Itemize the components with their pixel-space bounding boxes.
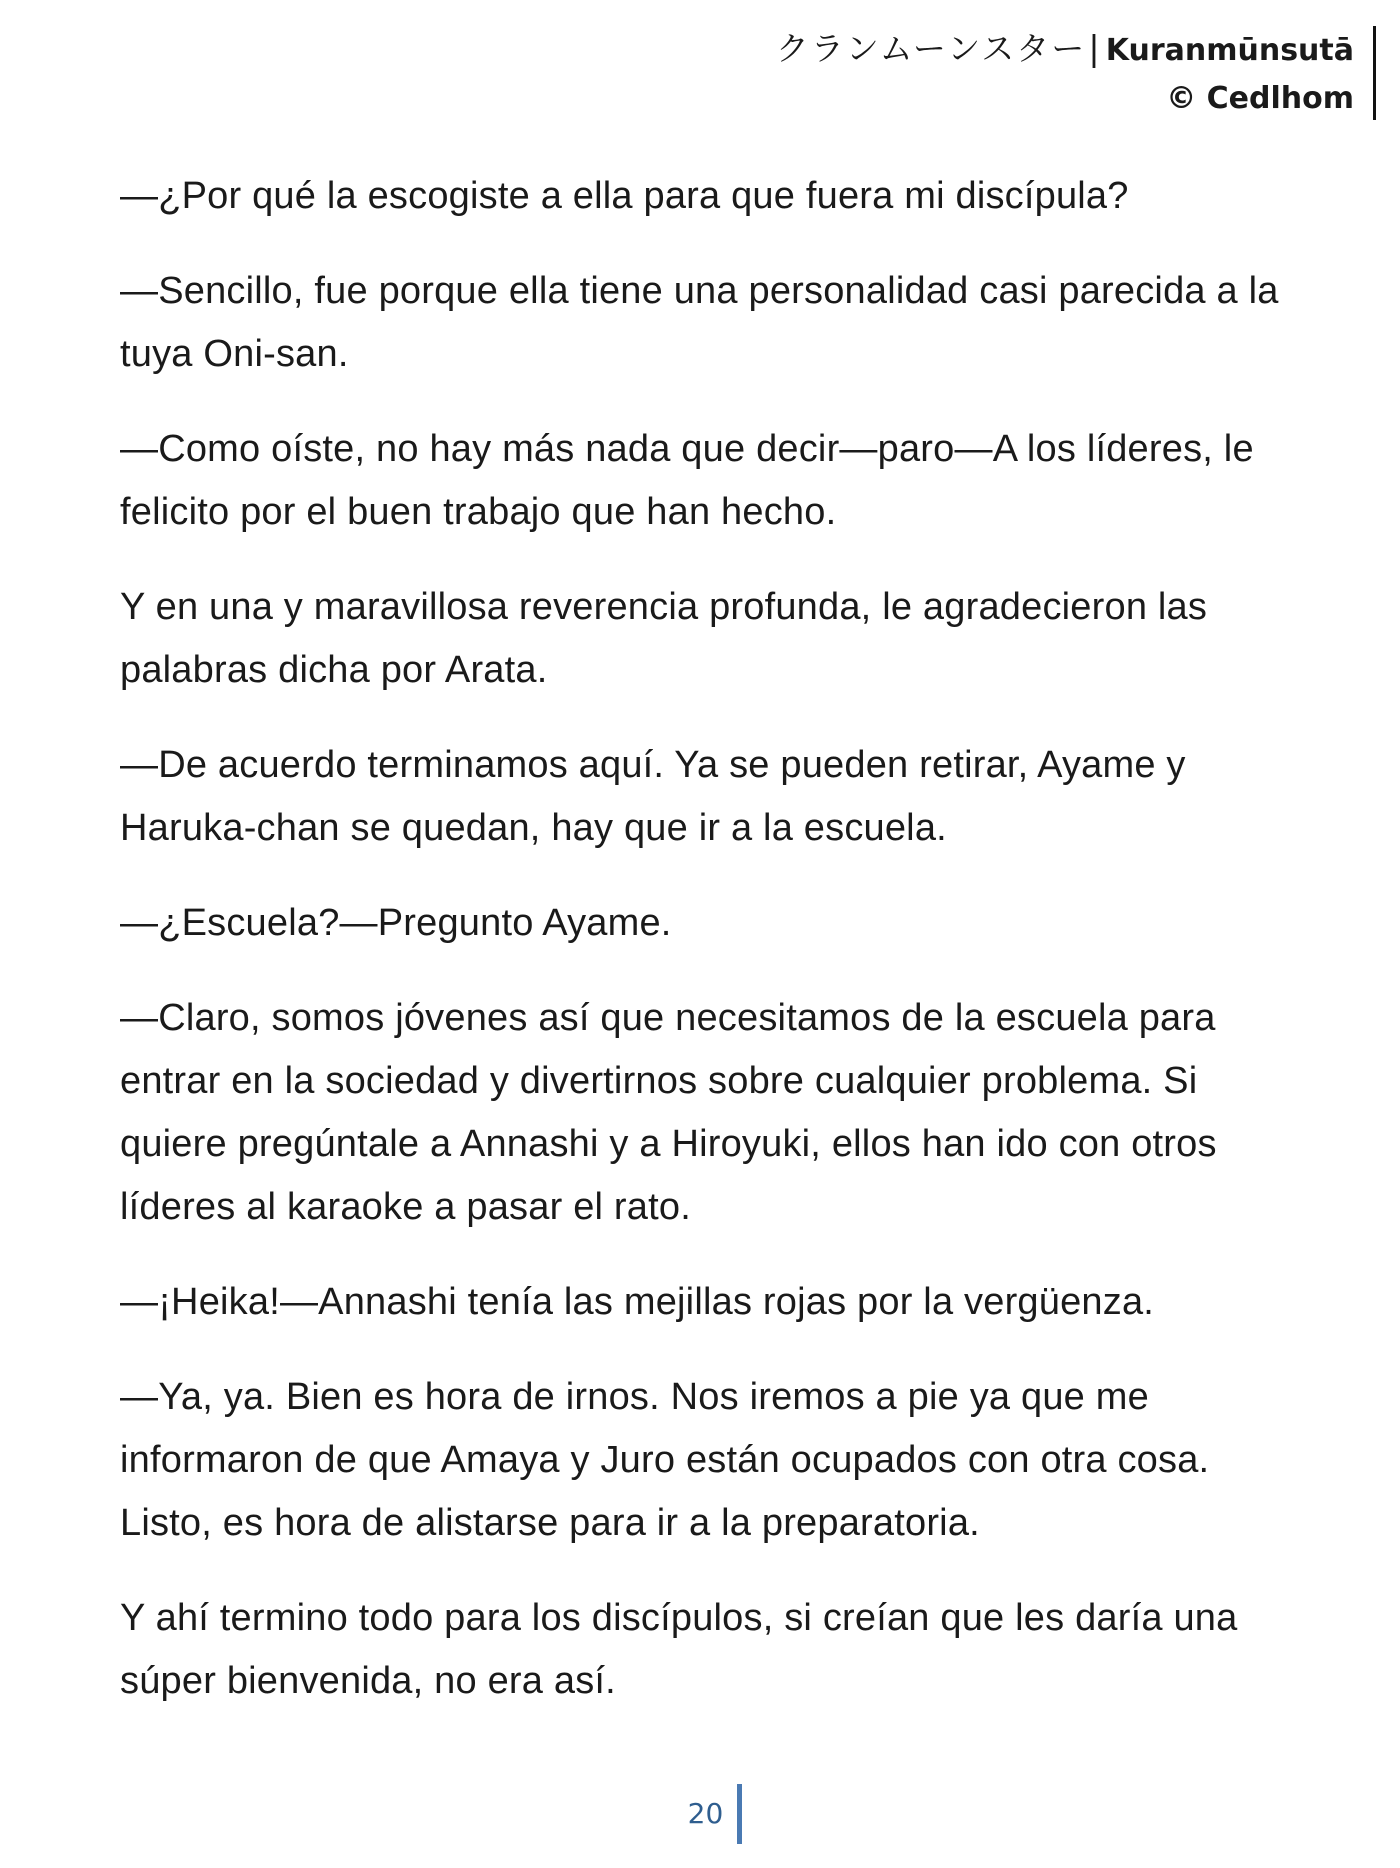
paragraph: —¿Escuela?—Pregunto Ayame. (120, 902, 672, 944)
page-footer (0, 1784, 1400, 1844)
paragraph: —Como oíste, no hay más nada que decir—paro—A los líderes, le felicito por el buen trabajo que han hecho. (120, 428, 1254, 533)
paragraph: —Ya, ya. Bien es hora de irnos. Nos iremos a pie ya que me informaron de que Amaya y Juro están ocupados con otra cosa. Listo, es hora de alistarse para ir a la preparatoria. (120, 1376, 1210, 1544)
paragraph: Y ahí termino todo para los discípulos, si creían que les daría una súper bienvenida, no era así. (120, 1597, 1238, 1702)
header-rule (1373, 26, 1376, 120)
page-number: 20 (688, 1784, 743, 1844)
paragraph: —Claro, somos jóvenes así que necesitamos de la escuela para entrar en la sociedad y divertirnos sobre cualquier problema. Si quiere pregúntale a Annashi y a Hiroyuki, ellos han ido con otros líderes al karaoke a pasar el rato. (120, 997, 1217, 1228)
paragraph: —Sencillo, fue porque ella tiene una personalidad casi parecida a la tuya Oni-san. (120, 270, 1279, 375)
header-copyright: © Cedlhom (1166, 81, 1354, 116)
header-separator: | (1088, 29, 1100, 69)
header-romaji-title: Kuranmūnsutā (1105, 33, 1354, 68)
page-body (120, 165, 1310, 1745)
paragraph: —¡Heika!—Annashi tenía las mejillas rojas por la vergüenza. (120, 1281, 1155, 1323)
paragraph: —¿Por qué la escogiste a ella para que fuera mi discípula? (120, 175, 1129, 217)
header-title-line (454, 26, 1354, 74)
page-header (454, 26, 1376, 124)
header-japanese-title: クランムーンスター (775, 29, 1087, 68)
paragraph: Y en una y maravillosa reverencia profunda, le agradecieron las palabras dicha por Arata. (120, 586, 1208, 691)
paragraph: —De acuerdo terminamos aquí. Ya se pueden retirar, Ayame y Haruka-chan se quedan, hay que ir a la escuela. (120, 744, 1186, 849)
